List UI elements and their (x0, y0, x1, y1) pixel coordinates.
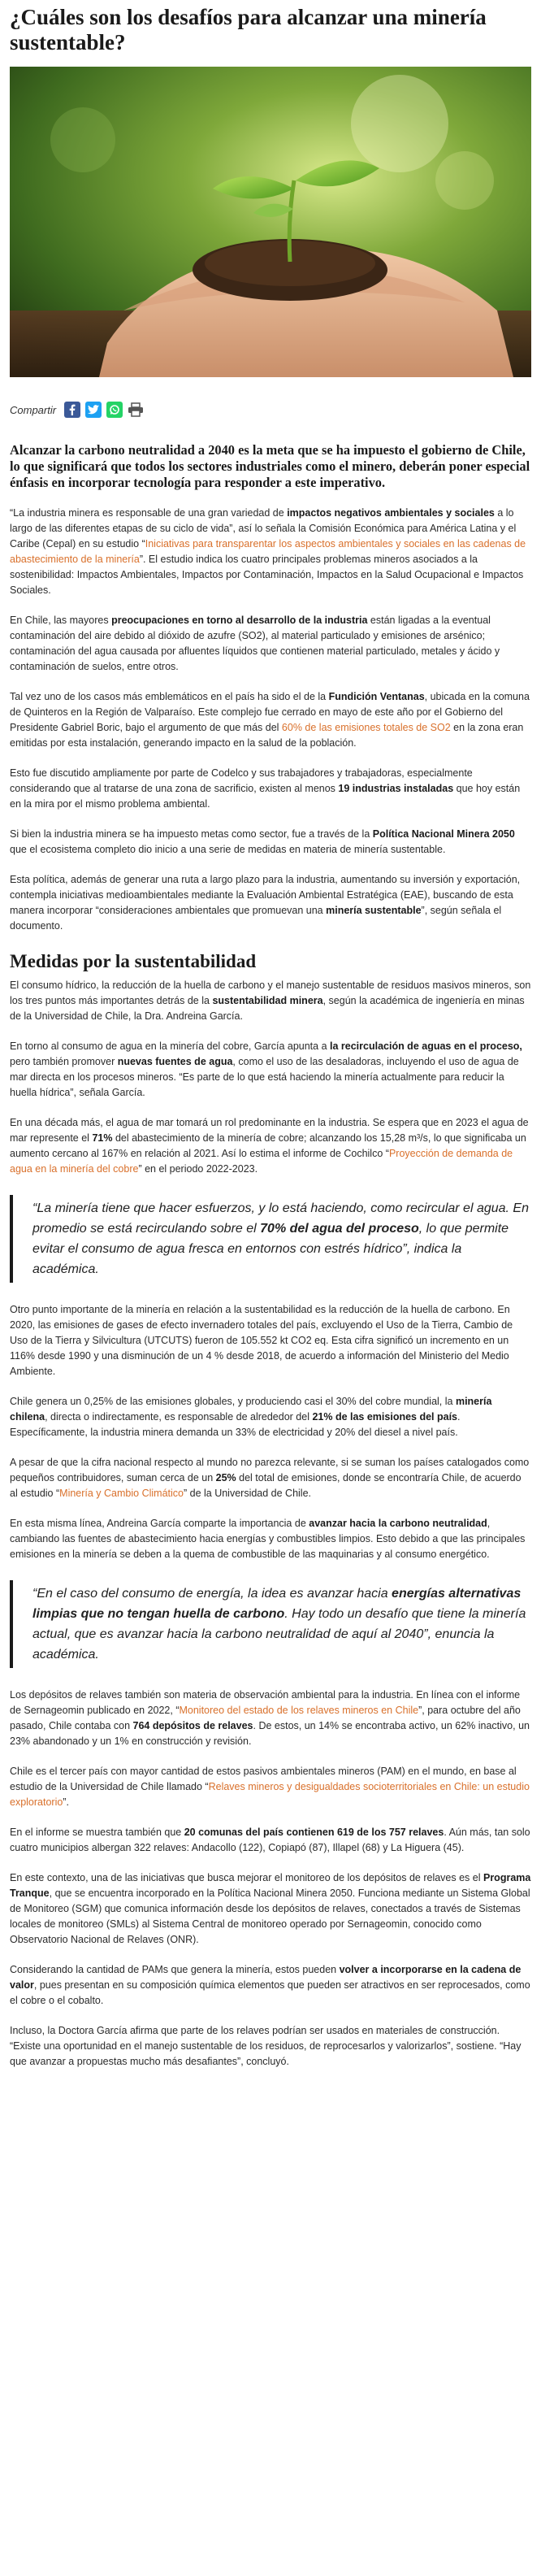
paragraph: En una década más, el agua de mar tomará un rol predominante en la industria. Se espera que en 2023 el agua de mar represente el 71% del abastecimiento de la minería de cobre; alcanzando los 15,28 m³/s, lo que significaba un aumento cercano al 167% en relación al 2021. Así lo estima el informe de Cochilco “Proyección de demanda de agua en la minería del cobre” en el periodo 2022-2023. (10, 1117, 529, 1175)
page-title: ¿Cuáles son los desafíos para alcanzar una minería sustentable? (10, 5, 487, 54)
paragraph: Otro punto importante de la minería en relación a la sustentabilidad es la reducción de la huella de carbono. En 2020, las emisiones de gases de efecto invernadero totales del país, excluyendo el Uso de la Tierra, Cambio de Uso de la Tierra y Silvicultura (UTCUTS) fueron de 105.552 kt CO2 eq. Esta cifra significó un incremento en un 116% desde 1990 y una disminución de un 4 % desde 2018, de acuerdo a información del Ministerio del Medio Ambiente. (10, 1304, 513, 1377)
paragraph: Chile es el tercer país con mayor cantidad de estos pasivos ambientales mineros (PAM) en el mundo, en base al estudio de la Universidad de Chile llamado “Relaves mineros y desigualdades socioterritoriales en Chile: un estudio exploratorio”. (10, 1766, 530, 1808)
relaves-monitoring-link[interactable]: Monitoreo del estado de los relaves mineros en Chile (179, 1705, 419, 1716)
pull-quote: “La minería tiene que hacer esfuerzos, y lo está haciendo, como recircular el agua. En promedio se está recirculando sobre el 70% del agua del proceso, lo que permite evitar el consumo de agua fresca en entornos con estrés hídrico”, indica la académica. (10, 1195, 531, 1283)
paragraph: El consumo hídrico, la reducción de la huella de carbono y el manejo sustentable de residuos masivos mineros, son los tres puntos más importantes detrás de la sustentabilidad minera, según la académica de ingeniería en minas de la Universidad de Chile, la Dra. Andreina García. (10, 980, 531, 1022)
paragraph: Chile genera un 0,25% de las emisiones globales, y produciendo casi el 30% del cobre mundial, la minería chilena, directa o indirectamente, es responsable de alrededor del 21% de las emisiones del país. Específicamente, la industria minera demanda un 33% de electricidad y 20% del diesel a nivel país. (10, 1396, 492, 1438)
paragraph: En esta misma línea, Andreina García comparte la importancia de avanzar hacia la carbono neutralidad, cambiando las fuentes de abastecimiento hacia energías y combustibles limpios. Esto debido a que las principales emisiones en la minería se deben a la quema de combustible de las maquinarias y al consumo energético. (10, 1518, 526, 1560)
paragraph: En Chile, las mayores preocupaciones en torno al desarrollo de la industria están ligadas a la eventual contaminación del aire debido al dióxido de azufre (SO2), al material particulado y emisiones de arsénico; contaminación del agua causada por afluentes líquidos que contienen material particulado, metales y ácido y contaminación de suelos, entre otros. (10, 615, 500, 672)
twitter-icon[interactable] (85, 402, 102, 418)
so2-emissions-link[interactable]: 60% de las emisiones totales de SO2 (281, 722, 451, 733)
hero-image (10, 67, 531, 377)
paragraph: Esta política, además de generar una ruta a largo plazo para la industria, aumentando su inversión y exportación, contempla iniciativas medioambientales mediante la Evaluación Ambiental Estratégica (EAE), buscando de esta manera incorporar “consideraciones ambientales que promuevan una minería sustentable”, según señala el documento. (10, 874, 521, 932)
section-heading: Medidas por la sustentabilidad (10, 951, 257, 971)
paragraph: En el informe se muestra también que 20 comunas del país contienen 619 de los 757 relaves. Aún más, tan solo cuatro municipios albergan 322 relaves: Andacollo (122), Copiapó (87), Illapel (68) y La Higuera (45). (10, 1827, 530, 1853)
paragraph: Tal vez uno de los casos más emblemáticos en el país ha sido el de la Fundición Ventanas, ubicada en la comuna de Quinteros en la Región de Valparaíso. Este complejo fue cerrado en mayo de este año por el Gobierno del Presidente Gabriel Boric, bajo el argumento de que más del 60% de las emisiones totales de SO2 en la zona eran emitidas por esta instalación, generando impacto en la salud de la población. (10, 691, 530, 749)
print-icon[interactable] (128, 402, 144, 418)
climate-study-link[interactable]: Minería y Cambio Climático (59, 1488, 184, 1499)
share-bar (10, 400, 531, 419)
paragraph: A pesar de que la cifra nacional respecto al mundo no parezca relevante, si se suman los países catalogados como pequeños contribuidores, suman cerca de un 25% del total de emisiones, donde se encontraría Chile, de acuerdo al estudio “Minería y Cambio Climático” de la Universidad de Chile. (10, 1457, 530, 1499)
cepal-study-link[interactable]: Iniciativas para transparentar los aspectos ambientales y sociales en las cadenas de abastecimiento de la minería (10, 538, 526, 565)
paragraph: Incluso, la Doctora García afirma que parte de los relaves podrían ser usados en materiales de construcción. “Existe una oportunidad en el manejo sustentable de los residuos, de reprocesarlos y valorizarlos”, sostiene. “Hay que avanzar a propuestas mucho más desafiantes”, concluyó. (10, 2025, 522, 2067)
cochilco-report-link[interactable]: Proyección de demanda de agua en la minería del cobre (10, 1148, 513, 1175)
paragraph: Si bien la industria minera se ha impuesto metas como sector, fue a través de la Política Nacional Minera 2050 que el ecosistema completo dio inicio a una serie de medidas en materia de minería sustentable. (10, 828, 515, 855)
facebook-icon[interactable] (64, 402, 80, 418)
paragraph: “La industria minera es responsable de una gran variedad de impactos negativos ambientales y sociales a lo largo de las diferentes etapas de su ciclo de vida”, así lo señala la Comisión Económica para América Latina y el Caribe (Cepal) en su estudio “Iniciativas para transparentar los aspectos ambientales y sociales en las cadenas de abastecimiento de la minería”. El estudio indica los cuatro principales problemas mineros asociados a la sostenibilidad: Impactos Ambientales, Impactos por Contaminación, Impactos en la Salud Ocupacional e Impactos Sociales. (10, 507, 526, 596)
plant-in-hands-image (10, 67, 531, 377)
whatsapp-icon[interactable] (106, 402, 123, 418)
article-lead: Alcanzar la carbono neutralidad a 2040 es la meta que se ha impuesto el gobierno de Chile, lo que significará que todos los sectores industriales como el minero, deberán poner especial énfasis en incorporar tecnología para responder a este imperativo. (10, 442, 530, 490)
paragraph: Los depósitos de relaves también son materia de observación ambiental para la industria. En línea con el informe de Sernageomin publicado en 2022, “Monitoreo del estado de los relaves mineros en Chile”, para octubre del año pasado, Chile contaba con 764 depósitos de relaves. De estos, un 14% se encontraba activo, un 62% inactivo, un 23% abandonado y un 1% en construcción y revisión. (10, 1689, 530, 1747)
paragraph: Esto fue discutido ampliamente por parte de Codelco y sus trabajadores y trabajadoras, especialmente considerando que al tratarse de una zona de sacrificio, existen al menos 19 industrias instaladas que hoy están en la mira por el mismo problema ambiental. (10, 767, 521, 810)
paragraph: En este contexto, una de las iniciativas que busca mejorar el monitoreo de los depósitos de relaves es el Programa Tranque, que se encuentra incorporado en la Política Nacional Minera 2050. Funciona mediante un Sistema Global de Monitoreo (SGM) que comunica información desde los depósitos de relaves, conectados a través de Sistemas locales de monitoreo (SMLs) al Sistema Central de monitoreo operado por Sernageomin, conocido como Observatorio Nacional de Relaves (ONR). (10, 1872, 531, 1945)
paragraph: En torno al consumo de agua en la minería del cobre, García apunta a la recirculación de aguas en el proceso, pero también promover nuevas fuentes de agua, como el uso de las desaladoras, incluyendo el uso de agua de mar directa en los procesos mineros. “Es parte de lo que está haciendo la minería actualmente para reducir la huella hídrica”, señala García. (10, 1040, 522, 1098)
relaves-study-link[interactable]: Relaves mineros y desigualdades socioterritoriales en Chile: un estudio exploratorio (10, 1781, 530, 1808)
share-label: Compartir (10, 403, 57, 416)
paragraph: Considerando la cantidad de PAMs que genera la minería, estos pueden volver a incorporarse en la cadena de valor, pues presentan en su composición química elementos que pueden ser atractivos en ser reprocesados, como el cobre o el cobalto. (10, 1964, 530, 2006)
pull-quote: “En el caso del consumo de energía, la idea es avanzar hacia energías alternativas limpias que no tengan huella de carbono. Hay todo un desafío que tiene la minería actual, que es avanzar hacia la carbono neutralidad de aquí al 2040”, enuncia la académica. (10, 1580, 531, 1668)
